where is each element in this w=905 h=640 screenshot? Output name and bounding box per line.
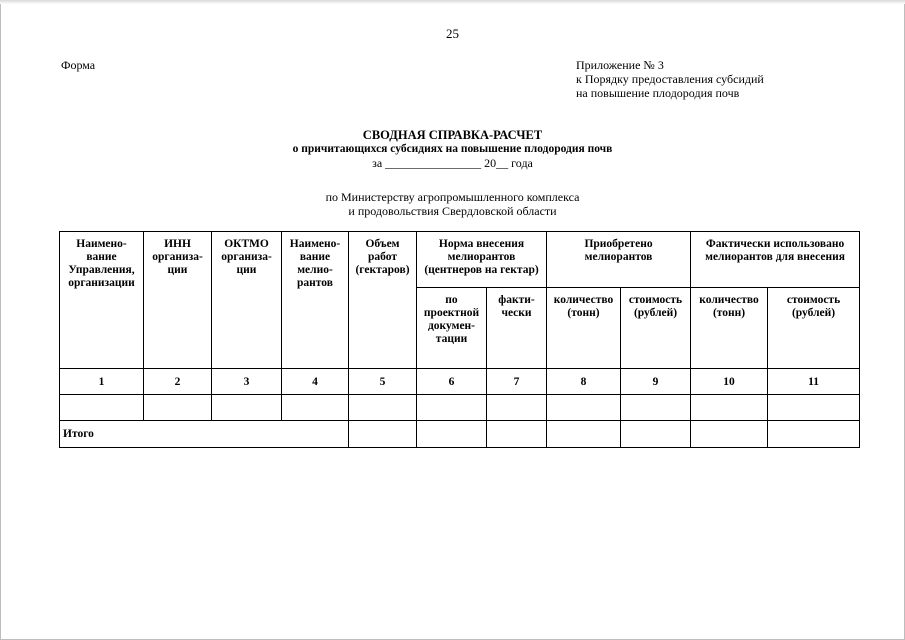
ministry-line: и продовольствия Свердловской области <box>348 204 557 218</box>
report-table <box>59 231 860 448</box>
ministry-caption <box>0 190 905 218</box>
column-number: 10 <box>691 369 768 395</box>
header-acquired-group <box>547 232 691 288</box>
header-text-line: ОКТМО <box>224 238 269 250</box>
header-text-line: Наимено- <box>76 238 127 250</box>
column-number: 8 <box>547 369 621 395</box>
column-number: 6 <box>417 369 487 395</box>
appendix-line: на повышение плодородия почв <box>576 86 740 100</box>
header-acq-quantity <box>547 288 621 369</box>
title-main: СВОДНАЯ СПРАВКА-РАСЧЕТ <box>362 128 543 142</box>
ministry-line: по Министерству агропромышленного комплекса <box>325 190 580 204</box>
header-norm-project <box>417 288 487 369</box>
header-text-line: Управления, <box>68 264 135 276</box>
header-norm-actual <box>487 288 547 369</box>
column-number: 9 <box>621 369 691 395</box>
header-work-volume <box>349 232 417 369</box>
header-text-line: (рублей) <box>633 307 678 319</box>
data-cell[interactable] <box>144 395 212 421</box>
header-text-line: мелиорантов <box>447 251 516 263</box>
header-text-line: (центнеров на гектар) <box>424 264 539 276</box>
total-cell[interactable] <box>547 421 621 448</box>
header-text-line: мелиорантов для внесения <box>705 251 845 263</box>
total-row <box>60 421 860 448</box>
header-text-line: Объем <box>365 238 400 250</box>
header-text-line: по <box>445 294 458 306</box>
total-label: Итого <box>60 421 349 448</box>
page-number: 25 <box>446 26 459 41</box>
total-cell[interactable] <box>417 421 487 448</box>
data-cell[interactable] <box>547 395 621 421</box>
header-text-line: тации <box>435 333 468 345</box>
total-cell[interactable] <box>621 421 691 448</box>
data-cell[interactable] <box>349 395 417 421</box>
header-text-line: (тонн) <box>712 307 746 319</box>
data-cell[interactable] <box>417 395 487 421</box>
total-cell[interactable] <box>349 421 417 448</box>
header-text-line: мелиорантов <box>584 251 653 263</box>
header-text-line: чески <box>501 307 532 319</box>
header-text-line: организа- <box>221 251 272 263</box>
appendix-note <box>576 58 764 100</box>
data-row <box>60 395 860 421</box>
scan-edge <box>0 0 905 4</box>
data-cell[interactable] <box>691 395 768 421</box>
header-text-line: факти- <box>498 294 535 306</box>
header-text-line: вание <box>299 251 331 263</box>
header-org-name <box>60 232 144 369</box>
data-cell[interactable] <box>487 395 547 421</box>
title-subtitle: о причитающихся субсидиях на повышение плодородия почв <box>292 143 613 155</box>
header-text-line: организации <box>68 277 135 289</box>
data-cell[interactable] <box>621 395 691 421</box>
header-text-line: Приобретено <box>584 238 653 250</box>
header-text-line: работ <box>368 251 397 263</box>
appendix-line: Приложение № 3 <box>576 58 664 72</box>
header-norm-group <box>417 232 547 288</box>
header-acq-cost <box>621 288 691 369</box>
column-number: 3 <box>212 369 282 395</box>
header-text-line: Норма внесения <box>438 238 525 250</box>
column-number: 1 <box>60 369 144 395</box>
header-text-line: докумен- <box>427 320 476 332</box>
column-number: 2 <box>144 369 212 395</box>
column-number-row <box>60 369 860 395</box>
header-used-cost <box>768 288 860 369</box>
header-text-line: стоимость <box>628 294 683 306</box>
header-text-line: (рублей) <box>791 307 836 319</box>
document-title <box>0 128 905 171</box>
header-text-line: (тонн) <box>567 307 600 319</box>
column-number: 7 <box>487 369 547 395</box>
header-text-line: мелио- <box>297 264 333 276</box>
data-cell[interactable] <box>60 395 144 421</box>
header-text-line: количество <box>699 294 759 306</box>
header-text-line: организа- <box>152 251 203 263</box>
column-number: 5 <box>349 369 417 395</box>
data-cell[interactable] <box>212 395 282 421</box>
header-text-line: проектной <box>423 307 480 319</box>
total-cell[interactable] <box>768 421 860 448</box>
header-text-line: Фактически использовано <box>705 238 845 250</box>
header-inn <box>144 232 212 369</box>
header-text-line: ции <box>236 264 257 276</box>
header-used-quantity <box>691 288 768 369</box>
total-cell[interactable] <box>691 421 768 448</box>
appendix-line: к Порядку предоставления субсидий <box>576 72 764 86</box>
header-text-line: стоимость <box>786 294 841 306</box>
column-number: 11 <box>768 369 860 395</box>
data-cell[interactable] <box>768 395 860 421</box>
column-number: 4 <box>282 369 349 395</box>
total-cell[interactable] <box>487 421 547 448</box>
header-text-line: количество <box>553 294 614 306</box>
header-meliorant-name <box>282 232 349 369</box>
header-text-line: (гектаров) <box>355 264 410 276</box>
header-text-line: ции <box>167 264 188 276</box>
form-label: Форма <box>61 58 96 72</box>
header-text-line: вание <box>86 251 117 263</box>
header-used-group <box>691 232 860 288</box>
header-text-line: ИНН <box>164 238 191 250</box>
header-text-line: рантов <box>297 277 333 289</box>
title-period: за ________________ 20__ года <box>372 156 533 170</box>
data-cell[interactable] <box>282 395 349 421</box>
header-text-line: Наимено- <box>289 238 341 250</box>
header-oktmo <box>212 232 282 369</box>
